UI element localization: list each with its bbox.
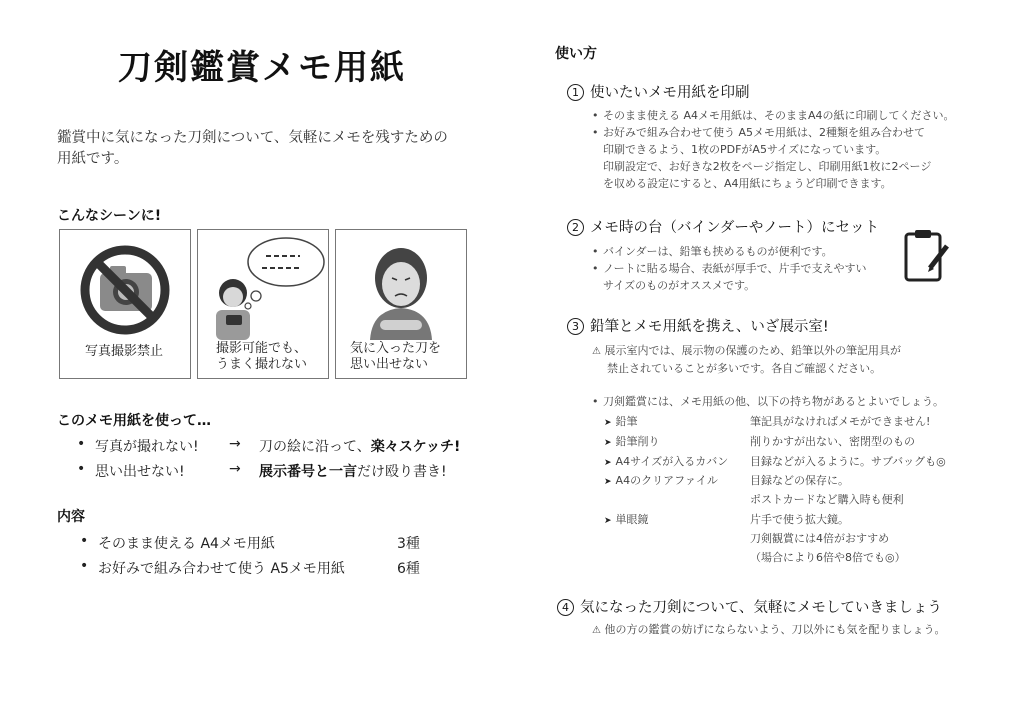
step4-warning: ⚠ 他の方の鑑賞の妨げにならないよう、刀以外にも気を配りましょう。 <box>592 623 946 636</box>
person-with-phone-thinking-icon <box>198 230 328 340</box>
scene-panel-bad-photo <box>197 229 329 379</box>
scene-caption: 気に入った刀を 思い出せない <box>350 341 442 372</box>
step2-title: 2 メモ時の台（バインダーやノート）にセット <box>567 216 879 237</box>
step2-bullets: • バインダーは、鉛筆も挟めるものが便利です。 • ノートに貼る場合、表紙が厚手で、片手で支えやすい サイズのものがオススメです。 <box>592 245 867 292</box>
scene-caption: 撮影可能でも、 うまく撮れない <box>216 341 308 372</box>
no-camera-icon <box>60 235 190 345</box>
item-name: ➤ A4サイズが入るカバン <box>604 455 729 468</box>
step-number: 2 <box>567 219 584 236</box>
item-desc: （場合により6倍や8倍でも◎） <box>750 551 906 564</box>
step-number: 1 <box>567 84 584 101</box>
scene-panel-forgot <box>335 229 467 379</box>
item-desc: 刀剣観賞には4倍がおすすめ <box>750 532 890 545</box>
item-desc: 片手で使う拡大鏡。 <box>750 513 849 526</box>
items-intro: • 刀剣鑑賞には、メモ用紙の他、以下の持ち物があるとよいでしょう。 <box>592 395 944 408</box>
scene-panel-no-photo <box>59 229 191 379</box>
item-desc: ポストカードなど購入時も便利 <box>750 493 904 506</box>
step-number: 4 <box>557 599 574 616</box>
step3-title: 3 鉛筆とメモ用紙を携え、いざ展示室! <box>567 315 829 336</box>
step4-title: 4 気になった刀剣について、気軽にメモしていきましょう <box>557 596 942 617</box>
item-name: ➤ 単眼鏡 <box>604 513 649 526</box>
step-number: 3 <box>567 318 584 335</box>
item-desc: 目録などの保存に。 <box>750 474 849 487</box>
arrow-icon: ➤ <box>604 477 612 487</box>
how-to-heading: 使い方 <box>555 46 597 62</box>
contents-heading: 内容 <box>57 509 85 525</box>
arrow-icon: ➤ <box>604 516 612 526</box>
item-name: ➤ A4のクリアファイル <box>604 474 718 487</box>
arrow-icon: ➤ <box>604 438 612 448</box>
intro-text: 鑑賞中に気になった刀剣について、気軽にメモを残すための 用紙です。 <box>57 130 448 167</box>
clipboard-pen-icon <box>900 228 952 286</box>
worried-person-icon <box>336 230 466 340</box>
step3-warning: ⚠ 展示室内では、展示物の保護のため、鉛筆以外の筆記用具が 禁止されていることが多いです。各自ご確認ください。 <box>592 344 902 375</box>
arrow-icon: ➤ <box>604 458 612 468</box>
scene-caption: 写真撮影禁止 <box>85 344 164 359</box>
scenes-heading: こんなシーンに! <box>57 208 162 224</box>
item-desc: 削りかすが出ない、密閉型のもの <box>750 435 915 448</box>
warning-icon: ⚠ <box>592 625 601 636</box>
item-desc: 筆記具がなければメモができません! <box>750 415 931 428</box>
step1-bullets: • そのまま使える A4メモ用紙は、そのままA4の紙に印刷してください。 • お好みで組み合わせて使う A5メモ用紙は、2種類を組み合わせて 印刷できるよう、1枚のPDFがA5サイズになっています。 印刷設定で、お好きな2枚をページ指定し、印刷用紙1枚に2ページ を収める設定にすると、A4用紙にちょうど印刷できます。 <box>592 109 955 190</box>
warning-icon: ⚠ <box>592 346 601 357</box>
step1-title: 1 使いたいメモ用紙を印刷 <box>567 81 750 102</box>
item-name: ➤ 鉛筆 <box>604 415 638 428</box>
use-heading: このメモ用紙を使って… <box>57 413 211 429</box>
item-desc: 目録などが入るように。サブバッグも◎ <box>750 455 946 468</box>
page-title: 刀剣鑑賞メモ用紙 <box>118 48 406 88</box>
arrow-icon: ➤ <box>604 418 612 428</box>
item-name: ➤ 鉛筆削り <box>604 435 660 448</box>
